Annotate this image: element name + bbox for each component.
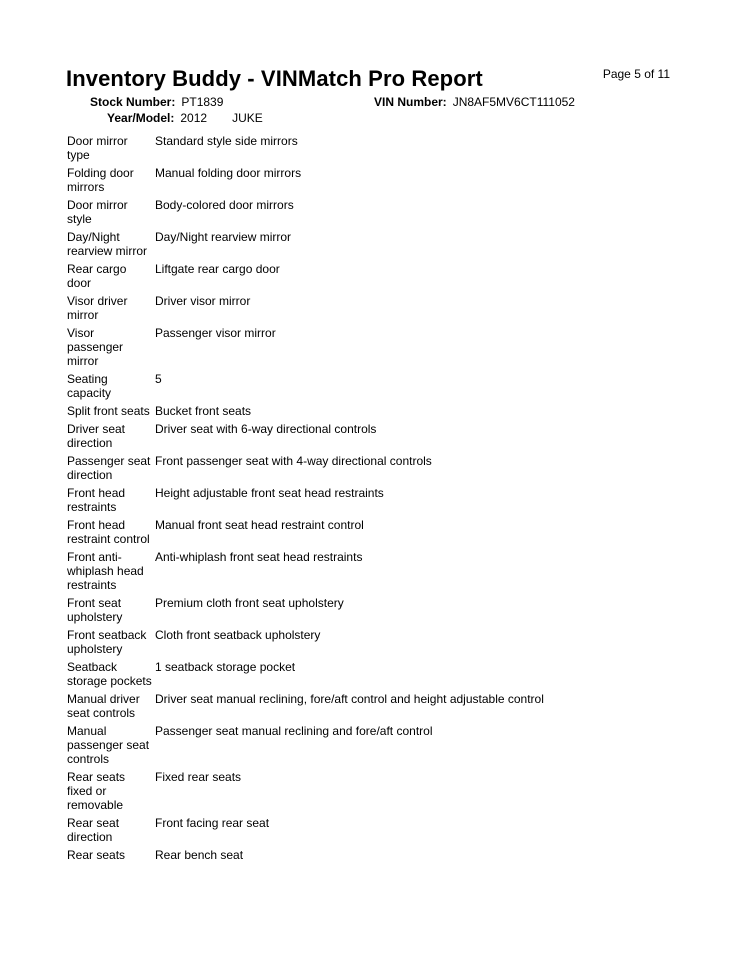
spec-row: [67, 198, 677, 226]
spec-row: [67, 454, 677, 482]
spec-key: Driver seat direction: [67, 422, 126, 450]
report-title: Inventory Buddy - VINMatch Pro Report: [66, 66, 483, 91]
spec-row: [67, 404, 677, 418]
vin-number-value: JN8AF5MV6CT111052: [452, 95, 575, 109]
spec-key: Rear cargo door: [67, 262, 127, 290]
spec-key: Visor passenger mirror: [67, 326, 124, 368]
spec-key: Rear seats: [67, 848, 126, 862]
spec-row: [67, 816, 677, 844]
spec-value: Standard style side mirrors: [155, 134, 298, 148]
spec-row: [67, 134, 677, 162]
model-value: JUKE: [232, 111, 263, 125]
spec-key: Front seat upholstery: [67, 596, 123, 624]
spec-key: Folding door mirrors: [67, 166, 134, 194]
spec-value: Body-colored door mirrors: [155, 198, 294, 212]
spec-value: 1 seatback storage pocket: [155, 660, 296, 674]
spec-row: [67, 294, 677, 322]
spec-key: Front head restraint control: [67, 518, 150, 546]
spec-table: [67, 134, 677, 866]
spec-value: Front passenger seat with 4-way directional controls: [155, 454, 432, 468]
spec-value: Passenger visor mirror: [155, 326, 276, 340]
spec-value: Cloth front seatback upholstery: [155, 628, 321, 642]
spec-row: [67, 770, 677, 812]
spec-row: [67, 692, 677, 720]
spec-row: [67, 660, 677, 688]
spec-value: Bucket front seats: [155, 404, 252, 418]
vin-number: [374, 95, 575, 109]
spec-value: Manual folding door mirrors: [155, 166, 302, 180]
spec-row: [67, 518, 677, 546]
spec-row: [67, 166, 677, 194]
spec-key: Manual passenger seat controls: [67, 724, 150, 766]
spec-key: Seatback storage pockets: [67, 660, 152, 688]
spec-key: Door mirror type: [67, 134, 128, 162]
spec-key: Manual driver seat controls: [67, 692, 140, 720]
stock-number-value: PT1839: [181, 95, 224, 109]
spec-value: Anti-whiplash front seat head restraints: [155, 550, 363, 564]
spec-key: Front anti-whiplash head restraints: [67, 550, 144, 592]
spec-value: Driver seat manual reclining, fore/aft control and height adjustable control: [155, 692, 544, 706]
spec-key: Front seatback upholstery: [67, 628, 147, 656]
year-model-label: Year/Model:: [107, 111, 175, 125]
spec-value: 5: [155, 372, 162, 386]
spec-value: Manual front seat head restraint control: [155, 518, 364, 532]
spec-key: Split front seats: [67, 404, 150, 418]
spec-value: Liftgate rear cargo door: [155, 262, 280, 276]
page-number: Page 5 of 11: [602, 67, 670, 81]
spec-row: [67, 848, 677, 862]
spec-key: Passenger seat direction: [67, 454, 151, 482]
spec-key: Seating capacity: [67, 372, 112, 400]
spec-row: [67, 230, 677, 258]
spec-value: Driver visor mirror: [155, 294, 251, 308]
year-model: [107, 111, 263, 125]
spec-value: Fixed rear seats: [155, 770, 242, 784]
spec-row: [67, 596, 677, 624]
spec-row: [67, 422, 677, 450]
spec-key: Front head restraints: [67, 486, 126, 514]
spec-key: Door mirror style: [67, 198, 128, 226]
spec-value: Rear bench seat: [155, 848, 244, 862]
spec-key: Rear seat direction: [67, 816, 120, 844]
stock-number: [90, 95, 223, 109]
spec-row: [67, 550, 677, 592]
spec-value: Day/Night rearview mirror: [155, 230, 292, 244]
spec-row: [67, 372, 677, 400]
spec-key: Day/Night rearview mirror: [67, 230, 148, 258]
spec-value: Driver seat with 6-way directional controls: [155, 422, 377, 436]
spec-row: [67, 486, 677, 514]
spec-key: Rear seats fixed or removable: [67, 770, 126, 812]
spec-row: [67, 262, 677, 290]
spec-value: Front facing rear seat: [155, 816, 270, 830]
spec-value: Passenger seat manual reclining and fore/aft control: [155, 724, 433, 738]
spec-key: Visor driver mirror: [67, 294, 128, 322]
spec-value: Height adjustable front seat head restraints: [155, 486, 384, 500]
vin-number-label: VIN Number:: [374, 95, 447, 109]
spec-row: [67, 724, 677, 766]
spec-row: [67, 326, 677, 368]
stock-number-label: Stock Number:: [90, 95, 176, 109]
spec-value: Premium cloth front seat upholstery: [155, 596, 344, 610]
year-value: 2012: [180, 111, 208, 125]
spec-row: [67, 628, 677, 656]
